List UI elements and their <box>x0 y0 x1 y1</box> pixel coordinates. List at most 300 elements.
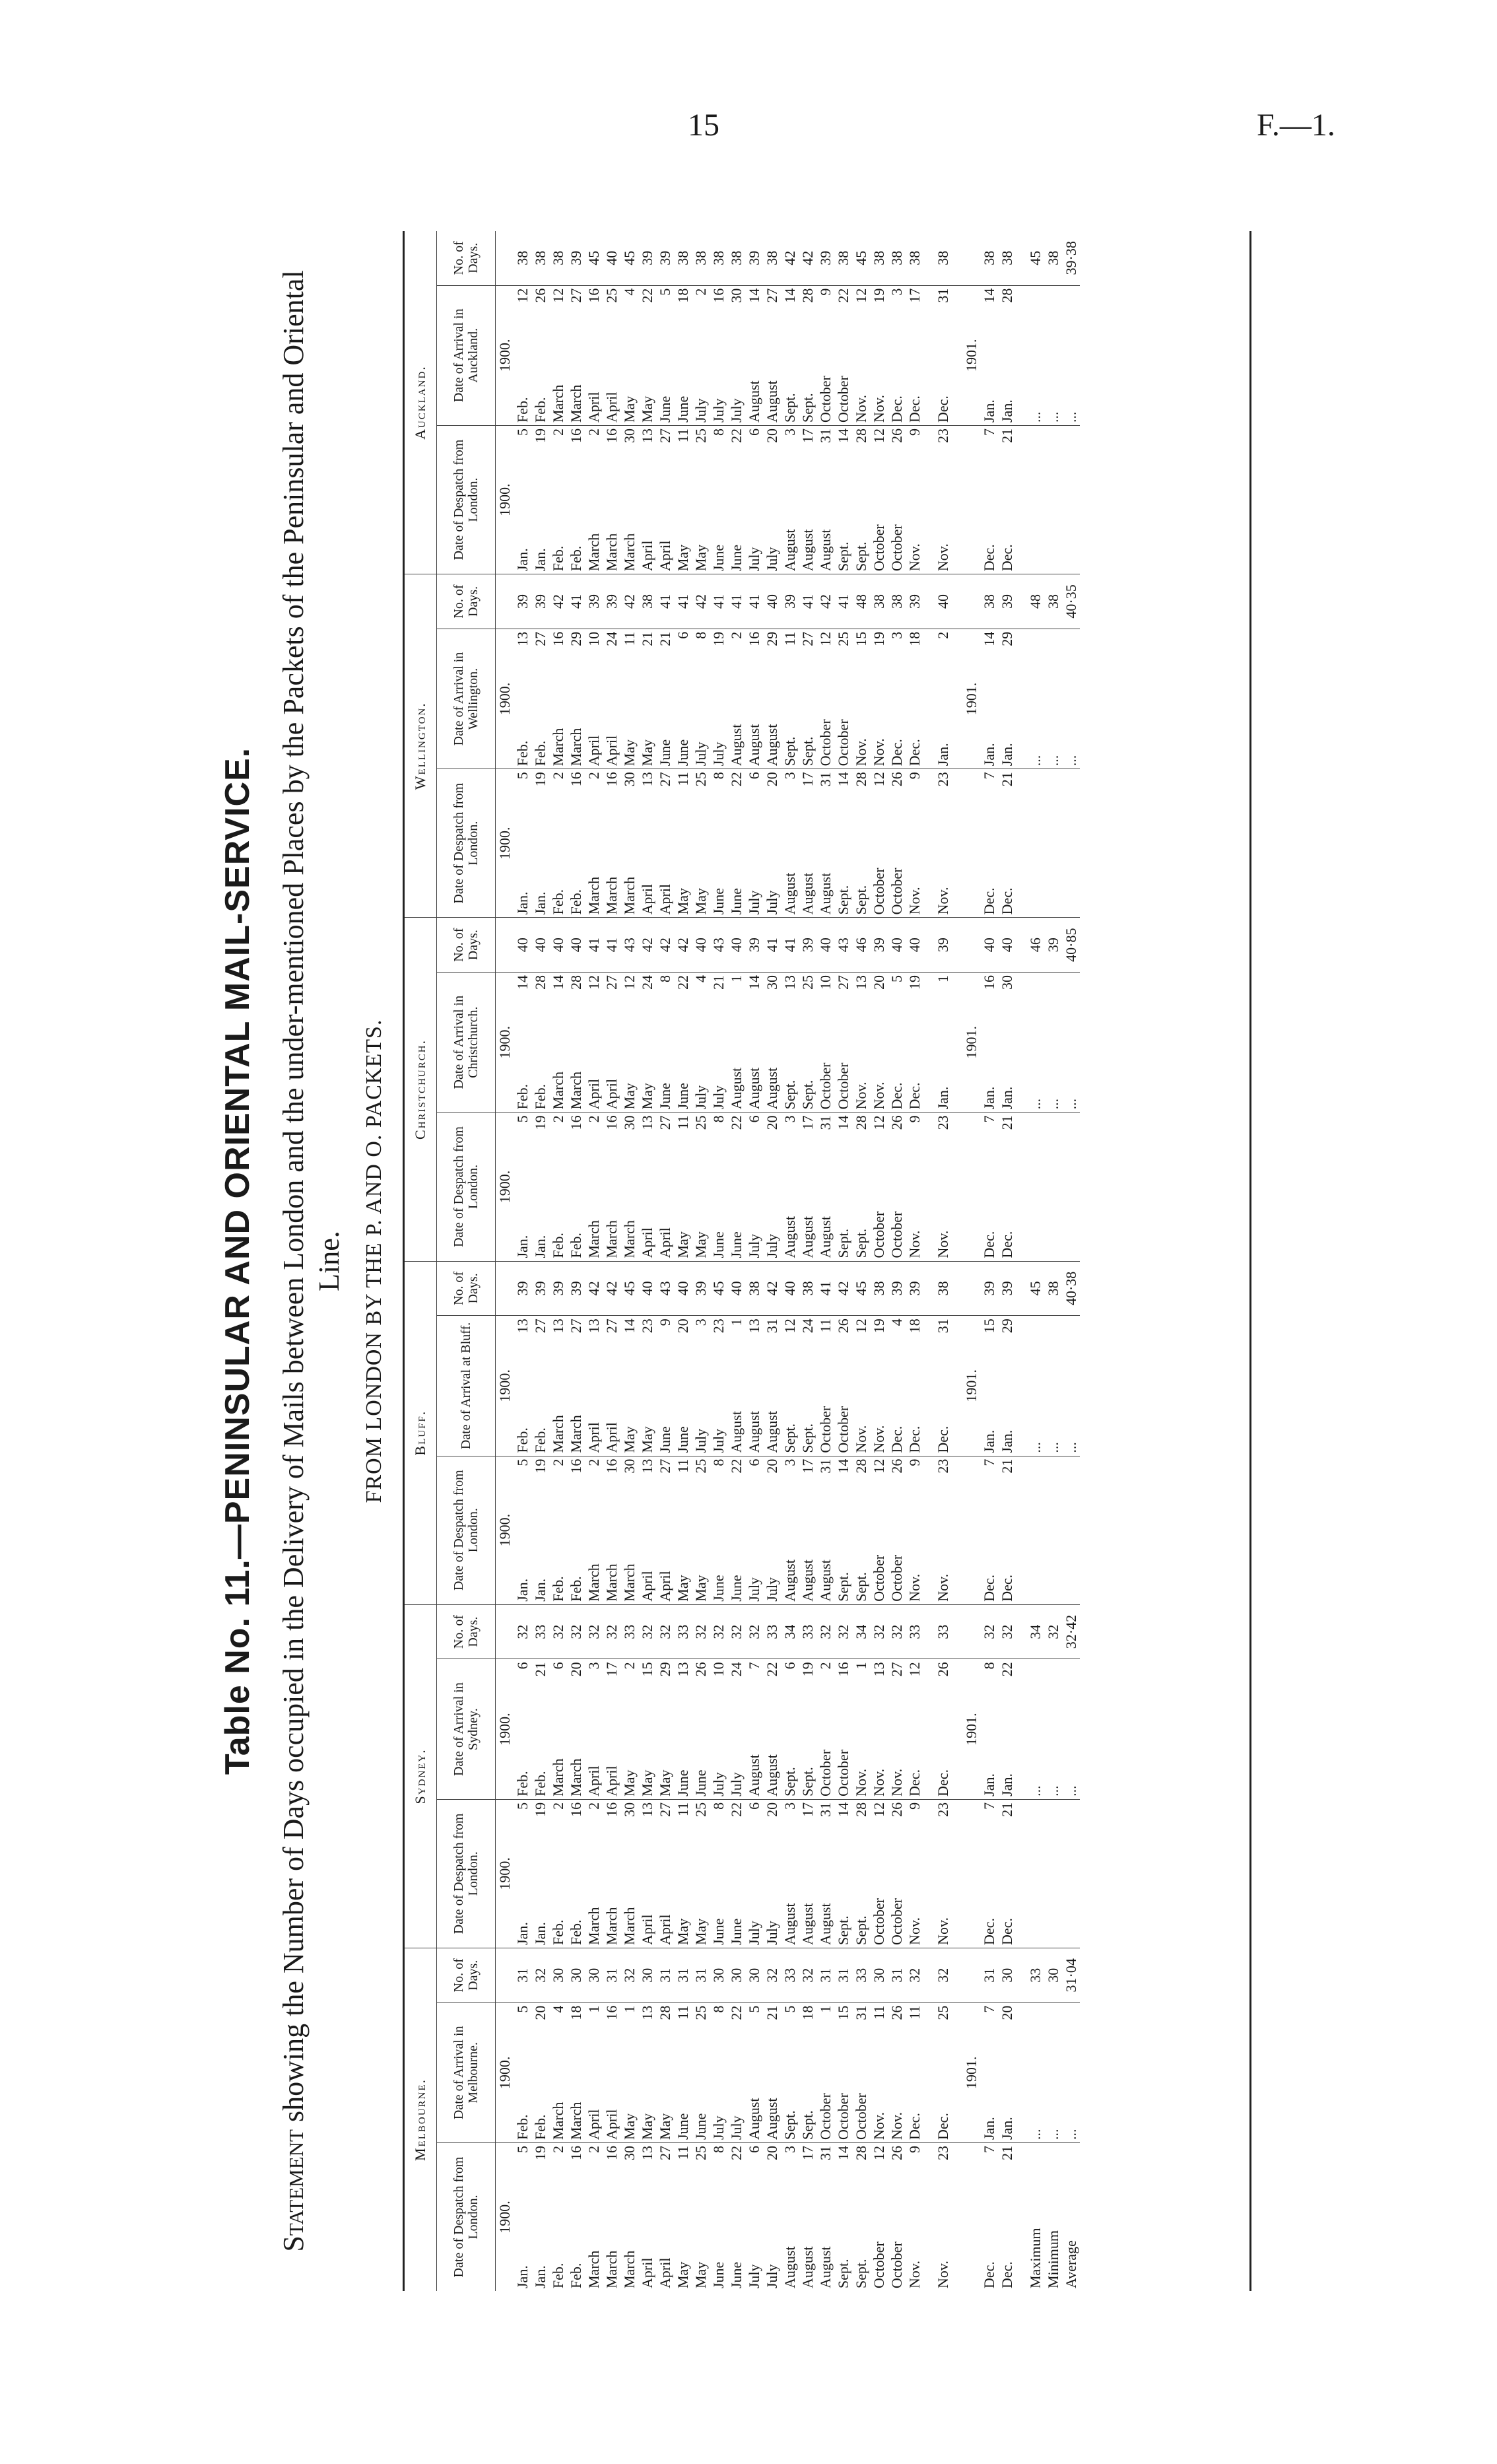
arrival-date <box>934 285 952 425</box>
day-number: 2 <box>549 772 566 780</box>
month-name: August <box>799 1559 816 1602</box>
month-name: June <box>674 1769 691 1797</box>
days-value: 39 <box>745 231 763 285</box>
day-number: 8 <box>710 2005 727 2013</box>
despatch-date <box>585 769 603 918</box>
days-value: 33 <box>531 1604 549 1659</box>
day-number: 16 <box>603 428 620 443</box>
day-number: 25 <box>834 631 851 646</box>
table-row <box>549 231 567 2291</box>
despatch-date <box>585 426 603 574</box>
arrival-date <box>567 629 585 769</box>
day-number: 10 <box>816 975 834 990</box>
blank-cell <box>1016 1112 1026 1261</box>
month-name: Jan. <box>531 1578 549 1602</box>
arrival-date <box>567 1659 585 1799</box>
blank-cell <box>1016 918 1026 973</box>
arrival-date <box>745 1316 763 1456</box>
despatch-date <box>531 426 549 574</box>
month-name: May <box>620 739 638 767</box>
day-number: 12 <box>781 1318 798 1334</box>
month-name: April <box>638 1227 655 1258</box>
despatch-col-header: Date of Despatch from London. <box>437 426 496 574</box>
day-number: 23 <box>934 772 951 787</box>
days-value: 32 <box>727 1604 745 1659</box>
day-number: 30 <box>998 975 1015 990</box>
day-number: 13 <box>638 1458 655 1474</box>
month-name: April <box>603 1422 620 1453</box>
despatch-date <box>656 2143 674 2291</box>
blank-cell <box>1062 1112 1080 1261</box>
day-number: 19 <box>906 975 923 990</box>
despatch-date <box>934 1456 952 1604</box>
despatch-date <box>727 426 745 574</box>
blank-cell <box>496 574 514 629</box>
day-number: 13 <box>638 772 655 787</box>
despatch-date <box>674 426 692 574</box>
day-number: 19 <box>531 1802 549 1817</box>
month-name: June <box>674 395 691 423</box>
month-name: March <box>620 533 638 572</box>
days-value: 32 <box>870 1604 888 1659</box>
table-row <box>710 231 727 2291</box>
group-header-melbourne: Melbourne. <box>405 1948 437 2291</box>
blank-cell <box>1062 769 1080 918</box>
days-value: 48 <box>852 574 870 629</box>
month-name: March <box>567 1415 584 1453</box>
day-number: 30 <box>620 2146 638 2161</box>
arrival-date <box>980 2002 998 2142</box>
table-row <box>763 231 781 2291</box>
month-name: Sept. <box>834 1572 851 1602</box>
year-label: 1901. <box>962 1316 980 1456</box>
days-value: 40 <box>781 1261 799 1316</box>
month-name: March <box>549 728 566 767</box>
arrival-date <box>816 1659 834 1799</box>
day-number: 26 <box>531 288 549 303</box>
despatch-date <box>656 1799 674 1948</box>
blank-cell <box>923 1948 934 2002</box>
days-value: 31 <box>888 1948 906 2002</box>
days-value: 32 <box>603 1604 620 1659</box>
day-number: 4 <box>692 975 709 982</box>
despatch-date <box>727 1799 745 1948</box>
days-value: 40 <box>603 231 620 285</box>
day-number: 29 <box>567 631 584 646</box>
day-number: 17 <box>906 288 923 303</box>
day-number: 25 <box>934 2005 951 2020</box>
day-number: 2 <box>585 1458 602 1466</box>
despatch-date <box>980 2143 998 2291</box>
arrival-date <box>674 2002 692 2142</box>
days-value: 45 <box>852 1261 870 1316</box>
month-name: April <box>656 1571 673 1602</box>
month-name: Nov. <box>870 1425 887 1453</box>
arrival-date <box>906 1659 923 1799</box>
month-name: August <box>745 1411 762 1453</box>
despatch-date <box>585 2143 603 2291</box>
month-name: June <box>656 1426 673 1453</box>
day-number: 28 <box>656 2005 673 2020</box>
day-number: 6 <box>745 2146 762 2154</box>
day-number: 19 <box>531 1115 549 1130</box>
days-value: 39 <box>531 1261 549 1316</box>
blank-cell <box>1044 769 1062 918</box>
day-number: 6 <box>745 1458 762 1466</box>
month-name: March <box>549 1758 566 1797</box>
days-col-header: No. of Days. <box>437 1604 496 1659</box>
despatch-date <box>816 2143 834 2291</box>
month-name: October <box>888 1554 905 1602</box>
days-value: 38 <box>870 1261 888 1316</box>
summary-dots: ... <box>1026 973 1044 1112</box>
month-name: Dec. <box>934 395 951 423</box>
arrival-date <box>638 973 656 1112</box>
arrival-date <box>888 2002 906 2142</box>
despatch-date <box>603 1799 620 1948</box>
day-number: 22 <box>727 1802 745 1817</box>
table-subtitle <box>276 257 347 2265</box>
summary-dots: ... <box>1026 2002 1044 2142</box>
table-row <box>567 231 585 2291</box>
blank-cell <box>496 918 514 973</box>
blank-cell <box>952 1604 962 1659</box>
arrival-date <box>888 1316 906 1456</box>
despatch-date <box>656 1112 674 1261</box>
day-number: 31 <box>816 428 834 443</box>
arrival-col-header: Date of Arrival in Wellington. <box>437 629 496 769</box>
days-value: 40 <box>727 1261 745 1316</box>
month-name: June <box>674 1426 691 1453</box>
table-row <box>834 231 852 2291</box>
day-number: 31 <box>816 1802 834 1817</box>
arrival-col-header: Date of Arrival in Christchurch. <box>437 973 496 1112</box>
month-name: May <box>638 1769 655 1797</box>
table-row <box>781 231 799 2291</box>
blank-cell <box>962 1948 980 2002</box>
arrival-date <box>620 629 638 769</box>
day-number: 10 <box>710 1662 727 1677</box>
despatch-date <box>980 769 998 918</box>
days-value: 39 <box>567 231 585 285</box>
arrival-date <box>656 1659 674 1799</box>
despatch-date <box>692 1799 710 1948</box>
day-number: 9 <box>906 2146 923 2154</box>
day-number: 2 <box>816 1662 834 1670</box>
arrival-date <box>745 1659 763 1799</box>
despatch-date <box>710 2143 727 2291</box>
despatch-date <box>888 2143 906 2291</box>
arrival-date <box>781 1316 799 1456</box>
spacer-row <box>952 231 962 2291</box>
arrival-date <box>980 1659 998 1799</box>
day-number: 24 <box>603 631 620 646</box>
days-value: 33 <box>799 1604 816 1659</box>
month-name: October <box>816 1406 834 1453</box>
month-name: July <box>763 1577 780 1602</box>
blank-cell <box>962 1456 980 1604</box>
day-number: 30 <box>620 1115 638 1130</box>
blank-cell <box>962 231 980 285</box>
summary-dots: ... <box>1044 2002 1062 2142</box>
month-name: March <box>549 1415 566 1453</box>
day-number: 17 <box>799 772 816 787</box>
day-number: 26 <box>888 1115 905 1130</box>
despatch-date <box>692 1112 710 1261</box>
month-name: Nov. <box>906 2261 923 2288</box>
day-number: 20 <box>763 1802 780 1817</box>
arrival-date <box>549 973 567 1112</box>
day-number: 22 <box>727 1115 745 1130</box>
day-number: 27 <box>531 631 549 646</box>
despatch-date <box>934 769 952 918</box>
month-name: Jan. <box>514 2265 531 2288</box>
days-value: 39 <box>531 574 549 629</box>
despatch-date <box>567 769 585 918</box>
day-number: 12 <box>906 1662 923 1677</box>
month-name: August <box>816 529 834 572</box>
year-label: 1901. <box>962 629 980 769</box>
despatch-date <box>514 1112 531 1261</box>
day-number: 5 <box>888 975 905 982</box>
day-number: 20 <box>763 1115 780 1130</box>
arrival-date <box>727 1316 745 1456</box>
month-name: Jan. <box>980 1429 997 1453</box>
arrival-date <box>585 1316 603 1456</box>
month-name: July <box>727 2115 745 2140</box>
blank-cell <box>952 285 962 425</box>
days-value: 39 <box>567 1261 585 1316</box>
despatch-date <box>816 1112 834 1261</box>
month-name: May <box>620 2113 638 2140</box>
month-name: Nov. <box>934 543 951 572</box>
month-name: March <box>567 384 584 423</box>
month-name: April <box>638 1571 655 1602</box>
despatch-date <box>852 1112 870 1261</box>
blank-cell <box>923 231 934 285</box>
month-name: August <box>781 1215 798 1258</box>
table-row <box>852 231 870 2291</box>
despatch-date <box>514 769 531 918</box>
day-number: 12 <box>620 975 638 990</box>
day-number: 19 <box>531 1458 549 1474</box>
month-name: July <box>727 398 745 423</box>
month-name: July <box>745 2264 762 2288</box>
day-number: 3 <box>781 428 798 436</box>
day-number: 25 <box>692 2146 709 2161</box>
days-value: 40 <box>934 574 952 629</box>
month-name: August <box>816 2246 834 2288</box>
month-name: March <box>567 1071 584 1110</box>
arrival-date <box>799 1659 816 1799</box>
despatch-date <box>934 426 952 574</box>
despatch-date <box>514 1799 531 1948</box>
despatch-date <box>567 1112 585 1261</box>
day-number: 22 <box>727 772 745 787</box>
arrival-date <box>585 2002 603 2142</box>
arrival-date <box>934 629 952 769</box>
despatch-col-header: Date of Despatch from London. <box>437 769 496 918</box>
despatch-date <box>620 769 638 918</box>
arrival-date <box>834 629 852 769</box>
blank-cell <box>923 574 934 629</box>
blank-cell <box>1044 1799 1062 1948</box>
blank-cell <box>952 574 962 629</box>
days-value: 46 <box>852 918 870 973</box>
month-name: March <box>603 533 620 572</box>
despatch-date <box>852 1799 870 1948</box>
day-number: 14 <box>834 428 851 443</box>
table-row <box>656 231 674 2291</box>
day-number: 28 <box>567 975 584 990</box>
arrival-date <box>638 1316 656 1456</box>
despatch-date <box>710 769 727 918</box>
days-value: 39 <box>906 574 923 629</box>
month-name: Jan. <box>980 743 997 767</box>
month-name: Dec. <box>906 739 923 767</box>
month-name: April <box>656 1227 673 1258</box>
days-value: 33 <box>934 1604 952 1659</box>
day-number: 15 <box>852 631 869 646</box>
day-number: 9 <box>906 428 923 436</box>
month-name: August <box>781 2246 798 2288</box>
days-value: 40 <box>549 918 567 973</box>
month-name: Jan. <box>998 1429 1015 1453</box>
month-name: July <box>745 1921 762 1945</box>
day-number: 11 <box>674 2146 691 2160</box>
days-value: 32 <box>710 1604 727 1659</box>
month-name: Nov. <box>870 1768 887 1797</box>
day-number: 7 <box>980 772 997 780</box>
despatch-date <box>763 769 781 918</box>
month-name: October <box>834 1406 851 1453</box>
month-name: Nov. <box>870 1081 887 1110</box>
despatch-date <box>852 2143 870 2291</box>
day-number: 23 <box>934 2146 951 2161</box>
day-number: 16 <box>603 2146 620 2161</box>
despatch-date <box>799 1112 816 1261</box>
days-value: 41 <box>816 1261 834 1316</box>
arrival-date <box>745 973 763 1112</box>
day-number: 13 <box>638 2146 655 2161</box>
days-value: 40 <box>906 918 923 973</box>
despatch-date <box>620 1799 638 1948</box>
despatch-date <box>799 769 816 918</box>
day-number: 3 <box>692 1318 709 1326</box>
blank-cell <box>923 1799 934 1948</box>
table-row <box>980 231 998 2291</box>
table-row <box>620 231 638 2291</box>
month-name: July <box>763 890 780 915</box>
summary-dots: ... <box>1026 629 1044 769</box>
month-name: Feb. <box>531 740 549 767</box>
day-number: 13 <box>638 1115 655 1130</box>
month-name: Dec. <box>934 2113 951 2140</box>
arrival-date <box>603 1659 620 1799</box>
month-name: Dec. <box>998 1918 1015 1945</box>
day-number: 20 <box>567 1662 584 1677</box>
days-value: 32 <box>549 1604 567 1659</box>
month-name: May <box>638 739 655 767</box>
day-number: 19 <box>531 772 549 787</box>
blank-cell <box>923 426 934 574</box>
blank-cell <box>962 2143 980 2291</box>
month-name: Feb. <box>514 1427 531 1453</box>
spacer-row <box>923 231 934 2291</box>
day-number: 15 <box>638 1662 655 1677</box>
month-name: Sept. <box>799 2110 816 2140</box>
arrival-date <box>603 629 620 769</box>
day-number: 9 <box>906 1802 923 1810</box>
month-name: April <box>585 2109 602 2140</box>
month-name: Nov. <box>906 543 923 572</box>
day-number: 11 <box>674 1115 691 1130</box>
blank-cell <box>923 1261 934 1316</box>
arrival-date <box>834 973 852 1112</box>
month-name: Dec. <box>888 739 905 767</box>
days-value: 38 <box>980 231 998 285</box>
despatch-date <box>656 426 674 574</box>
day-number: 13 <box>638 2005 655 2020</box>
day-number: 12 <box>852 288 869 303</box>
month-name: Sept. <box>834 1228 851 1258</box>
despatch-date <box>549 426 567 574</box>
summary-dots: ... <box>1062 973 1080 1112</box>
month-name: Sept. <box>781 1767 798 1797</box>
day-number: 2 <box>549 1458 566 1466</box>
days-value: 41 <box>799 574 816 629</box>
days-value: 39 <box>906 1261 923 1316</box>
day-number: 12 <box>816 631 834 646</box>
days-value: 45 <box>620 1261 638 1316</box>
day-number: 16 <box>834 1662 851 1677</box>
despatch-date <box>763 426 781 574</box>
days-value: 39 <box>870 918 888 973</box>
arrival-date <box>514 2002 531 2142</box>
despatch-date <box>980 1799 998 1948</box>
day-number: 1 <box>852 1662 869 1670</box>
month-name: Feb. <box>549 1233 566 1258</box>
despatch-date <box>816 769 834 918</box>
day-number: 21 <box>998 1802 1015 1817</box>
day-number: 17 <box>799 1802 816 1817</box>
arrival-date <box>781 1659 799 1799</box>
summary-dots: ... <box>1026 1659 1044 1799</box>
days-value: 40 <box>567 918 585 973</box>
month-name: April <box>603 392 620 423</box>
table-row <box>745 231 763 2291</box>
month-name: April <box>585 735 602 767</box>
mail-table-body <box>496 231 1081 2291</box>
day-number: 2 <box>549 428 566 436</box>
month-name: Feb. <box>549 545 566 572</box>
blank-cell <box>952 973 962 1112</box>
days-value: 39 <box>514 574 531 629</box>
day-number: 17 <box>799 1458 816 1474</box>
blank-cell <box>923 629 934 769</box>
despatch-date <box>514 426 531 574</box>
day-number: 2 <box>585 1802 602 1810</box>
blank-cell <box>952 1316 962 1456</box>
despatch-date <box>763 1799 781 1948</box>
month-name: March <box>620 1563 638 1602</box>
days-value: 39 <box>888 1261 906 1316</box>
day-number: 20 <box>763 1458 780 1474</box>
days-value: 41 <box>781 918 799 973</box>
despatch-date <box>549 1456 567 1604</box>
day-number: 23 <box>934 1802 951 1817</box>
blank-cell <box>496 231 514 285</box>
